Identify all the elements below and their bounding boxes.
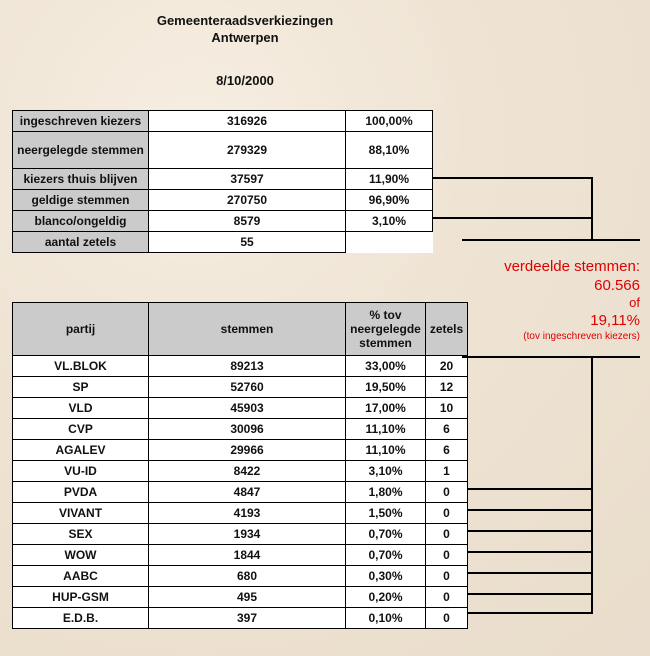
party-votes: 45903: [149, 398, 346, 419]
party-votes: 4193: [149, 503, 346, 524]
party-seats: 0: [426, 524, 468, 545]
party-votes: 495: [149, 587, 346, 608]
party-votes: 8422: [149, 461, 346, 482]
header-pct: % tov neergelegde stemmen: [346, 303, 426, 356]
party-votes: 30096: [149, 419, 346, 440]
party-name: CVP: [13, 419, 149, 440]
party-pct: 0,20%: [346, 587, 426, 608]
header-stemmen: stemmen: [149, 303, 346, 356]
distributed-votes-of: of: [629, 295, 640, 310]
distributed-votes-pct: 19,11%: [590, 312, 640, 329]
party-seats: 0: [426, 566, 468, 587]
summary-value: 37597: [149, 169, 346, 190]
summary-value: 316926: [149, 111, 346, 132]
party-name: HUP-GSM: [13, 587, 149, 608]
summary-pct: 100,00%: [346, 111, 433, 132]
distributed-votes-label: verdeelde stemmen:: [504, 258, 640, 275]
party-seats: 10: [426, 398, 468, 419]
header-zetels: zetels: [426, 303, 468, 356]
summary-pct: 11,90%: [346, 169, 433, 190]
party-seats: 0: [426, 482, 468, 503]
party-name: VIVANT: [13, 503, 149, 524]
party-name: VLD: [13, 398, 149, 419]
party-votes: 89213: [149, 356, 346, 377]
party-pct: 17,00%: [346, 398, 426, 419]
party-seats: 20: [426, 356, 468, 377]
party-pct: 1,50%: [346, 503, 426, 524]
party-pct: 33,00%: [346, 356, 426, 377]
party-name: WOW: [13, 545, 149, 566]
party-pct: 0,30%: [346, 566, 426, 587]
party-seats: 12: [426, 377, 468, 398]
party-pct: 1,80%: [346, 482, 426, 503]
party-pct: 11,10%: [346, 419, 426, 440]
header-partij: partij: [13, 303, 149, 356]
party-name: E.D.B.: [13, 608, 149, 629]
summary-label: kiezers thuis blijven: [13, 169, 149, 190]
party-votes: 52760: [149, 377, 346, 398]
summary-pct: 88,10%: [346, 132, 433, 169]
party-seats: 0: [426, 608, 468, 629]
party-pct: 0,70%: [346, 545, 426, 566]
party-name: SP: [13, 377, 149, 398]
party-votes: 4847: [149, 482, 346, 503]
party-seats: 1: [426, 461, 468, 482]
party-seats: 0: [426, 503, 468, 524]
party-votes: 29966: [149, 440, 346, 461]
summary-label: blanco/ongeldig: [13, 211, 149, 232]
summary-pct: 96,90%: [346, 190, 433, 211]
party-pct: 11,10%: [346, 440, 426, 461]
party-name: SEX: [13, 524, 149, 545]
party-seats: 0: [426, 545, 468, 566]
page-title: Gemeenteraadsverkiezingen: [156, 13, 334, 28]
party-name: VL.BLOK: [13, 356, 149, 377]
page-subtitle: Antwerpen: [211, 30, 279, 45]
party-votes: 397: [149, 608, 346, 629]
summary-value: 8579: [149, 211, 346, 232]
party-votes: 680: [149, 566, 346, 587]
party-seats: 6: [426, 419, 468, 440]
party-votes: 1844: [149, 545, 346, 566]
summary-value: 55: [149, 232, 346, 253]
party-name: VU-ID: [13, 461, 149, 482]
party-seats: 6: [426, 440, 468, 461]
summary-label: geldige stemmen: [13, 190, 149, 211]
party-name: PVDA: [13, 482, 149, 503]
distributed-votes-value: 60.566: [594, 277, 640, 294]
election-date: 8/10/2000: [216, 73, 274, 88]
summary-value: 270750: [149, 190, 346, 211]
summary-value: 279329: [149, 132, 346, 169]
summary-label: neergelegde stemmen: [13, 132, 149, 169]
summary-label: aantal zetels: [13, 232, 149, 253]
distributed-votes-note: (tov ingeschreven kiezers): [523, 331, 640, 342]
summary-pct: 3,10%: [346, 211, 433, 232]
party-name: AABC: [13, 566, 149, 587]
party-pct: 0,70%: [346, 524, 426, 545]
party-pct: 19,50%: [346, 377, 426, 398]
party-seats: 0: [426, 587, 468, 608]
party-pct: 3,10%: [346, 461, 426, 482]
party-pct: 0,10%: [346, 608, 426, 629]
summary-label: ingeschreven kiezers: [13, 111, 149, 132]
party-name: AGALEV: [13, 440, 149, 461]
party-votes: 1934: [149, 524, 346, 545]
